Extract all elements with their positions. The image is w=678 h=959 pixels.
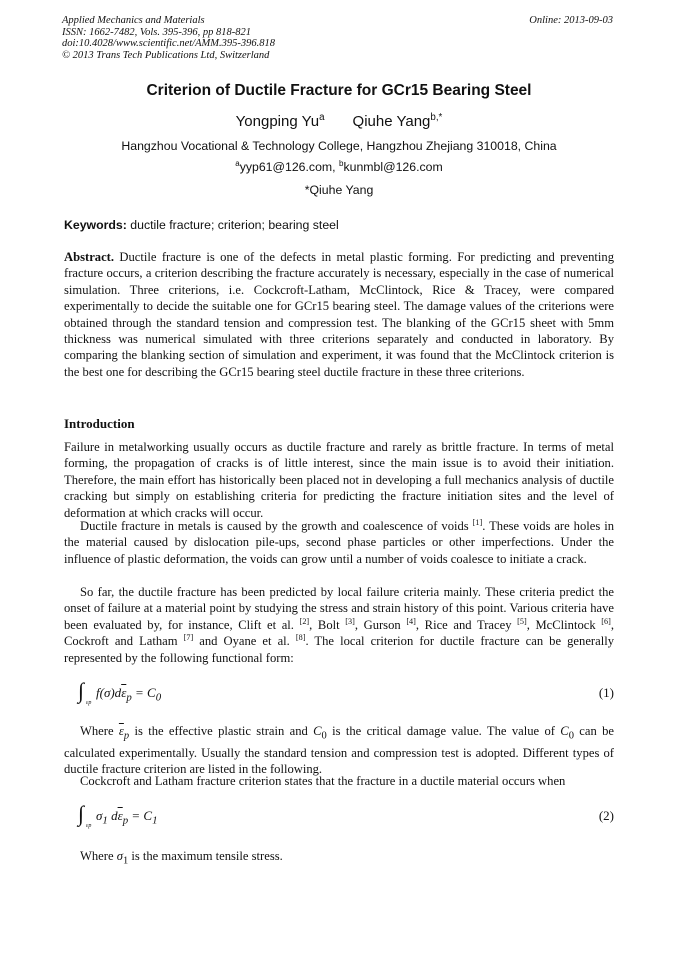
integral-sign: ∫ [78,678,85,703]
keywords-text: ductile fracture; criterion; bearing steel [126,218,339,232]
text-run: is the critical damage value. The value of [326,724,561,738]
text-run: , Cockroft and Latham [64,617,614,649]
symbol-sub: 0 [568,730,574,742]
text-run: Ductile fracture in metals is caused by the growth and coalescence of voids [80,519,473,533]
citation-ref: [1] [472,517,483,527]
issn-line: ISSN: 1662-7482, Vols. 395-396, pp 818-821 [62,26,251,38]
eq-term: $\overline{\varepsilon}$ [121,685,127,700]
text-run: , Gurson [354,617,407,632]
doi-line: doi:10.4028/www.scientific.net/AMM.395-396.818 [62,38,275,50]
intro-paragraph-1: Failure in metalworking usually occurs as ductile fracture and rarely as brittle fracture. In terms of metal forming, the propagation of cracks is of little interest, since the main issue is to avoid their initiation. Therefore, the main effort has historically been placed not in developing a full mechanics analysis of ductile cracking but simply on establishing criteria for predicting the fracture initiation sites and the level of deformation at which cracks will occur. [64,440,614,520]
eq-term: f(σ)d [96,685,122,700]
citation-ref: [5] [517,616,527,626]
equation-2 [78,801,614,836]
text-run: can be calculated experimentally. Usually the standard tension and compression test is adopted. Different types of ductile fracture criterion are listed in the following. [64,724,614,777]
journal-name: Applied Mechanics and Materials [62,15,205,26]
email-address: kunmbl@126.com [343,160,443,174]
text-run: , Bolt [309,617,346,632]
email-sup: a [235,158,240,168]
equation-body [96,808,158,827]
text-run: . The local criterion for ductile fracture can be generally represented by the following functional form: [64,634,614,665]
author-sup: a [319,112,325,123]
text-run: So far, the ductile fracture has been predicted by local failure criteria mainly. These criteria predict the onset of failure at a material point by studying the stress and strain history of this point. Various criteria have been evaluated by, for instance, Clift et al. [64,585,614,632]
copyright-line: © 2013 Trans Tech Publications Ltd, Switzerland [62,49,270,61]
author-name: Qiuhe Yang [352,113,431,130]
text-run: , McClintock [526,617,602,632]
affiliation: Hangzhou Vocational & Technology College, Hangzhou Zhejiang 310018, China [121,139,557,153]
author-name: Yongping Yu [235,113,320,130]
paper-title: Criterion of Ductile Fracture for GCr15 Bearing Steel [146,82,532,99]
eq-term: σ [96,808,103,823]
text-run: and Oyane et al. [193,634,296,649]
equation-1 [78,678,614,713]
eq-sub: p [126,691,132,704]
text-run: Where [80,849,117,863]
equation-body [96,685,161,704]
abstract [64,249,614,380]
corresponding-author: *Qiuhe Yang [304,183,374,197]
citation-ref: [7] [183,633,194,643]
symbol-sub: 0 [321,730,327,742]
eq-term: $\overline{\varepsilon}$ [117,808,123,823]
abstract-label: Abstract. [64,250,115,264]
symbol: C [560,724,569,738]
symbol: C [313,724,322,738]
abstract-text: Ductile fracture is one of the defects in metal plastic forming. For predicting and preventing fracture occurs, a criterion describing the fracture accurately is necessary, especially in the case of numerical simulation. Three criterions, i.e. Cockcroft-Latham, McClintock, Rice & Tracey, were compared experimentally to decide the suitable one for GCr15 bearing steel. The damage values of the criterions were obtained through the standard tension and compression test. The blanking of the GCr15 sheet with 5mm thickness was numerical simulated with three criterions separately and conducted in laboratory. By comparing the blanking section of simulation and experiment, it was found that the McClintock criterion is the best one for describing the GCr15 bearing steel ductile fracture in these three criterions. [64,250,614,379]
eq-sub: 1 [152,814,158,827]
intro-paragraph-5: Cockcroft and Latham fracture criterion states that the fracture in a ductile material occurs when [80,774,566,788]
equation-number: (2) [598,808,614,823]
journal-header [62,15,275,61]
citation-ref: [4] [406,616,416,626]
symbol: σ [116,849,123,863]
integral-sign: ∫ [78,801,85,826]
eq-term: = C [128,808,153,823]
email-line [0,160,678,174]
keywords-label: Keywords: [64,218,127,232]
integral-limit: εp [86,700,92,706]
eq-sub: p [122,814,129,827]
text-run: is the maximum tensile stress. [128,849,283,863]
citation-ref: [2] [299,616,310,626]
text-run: . These voids are holes in the material caused by dislocation pile-ups, second phase particles or other imperfections. Under the influence of plastic deformation, the voids can grow until a number of voids coalesce to initiate a crack. [64,519,614,566]
symbol: $\overline{\varepsilon}$ [118,724,124,738]
eq-term: d [107,808,118,823]
equation-number: (1) [598,685,614,700]
citation-ref: [3] [345,616,355,626]
eq-sub: 0 [155,691,162,704]
text-run: Where [80,724,119,738]
citation-ref: [8] [295,633,306,643]
eq-sub: 1 [102,814,108,827]
email-sup: b [339,158,344,168]
eq-term: = C [131,685,156,700]
intro-paragraph-3 [64,584,614,666]
section-heading-introduction: Introduction [64,416,135,431]
text-run: is the effective plastic strain and [129,724,314,738]
online-date: Online: 2013-09-03 [529,15,613,26]
intro-paragraph-6 [64,848,614,870]
intro-paragraph-2 [64,518,614,567]
text-run: , Rice and Tracey [415,617,518,632]
symbol-sub: p [123,730,130,742]
symbol-sub: 1 [122,855,129,867]
citation-ref: [6] [601,616,611,626]
author-list [0,113,678,130]
author-sup: b,* [430,112,443,123]
integral-limit: εp [86,823,92,829]
email-address: yyp61@126.com, [239,160,339,174]
keywords [64,218,339,232]
intro-paragraph-4 [64,723,614,778]
